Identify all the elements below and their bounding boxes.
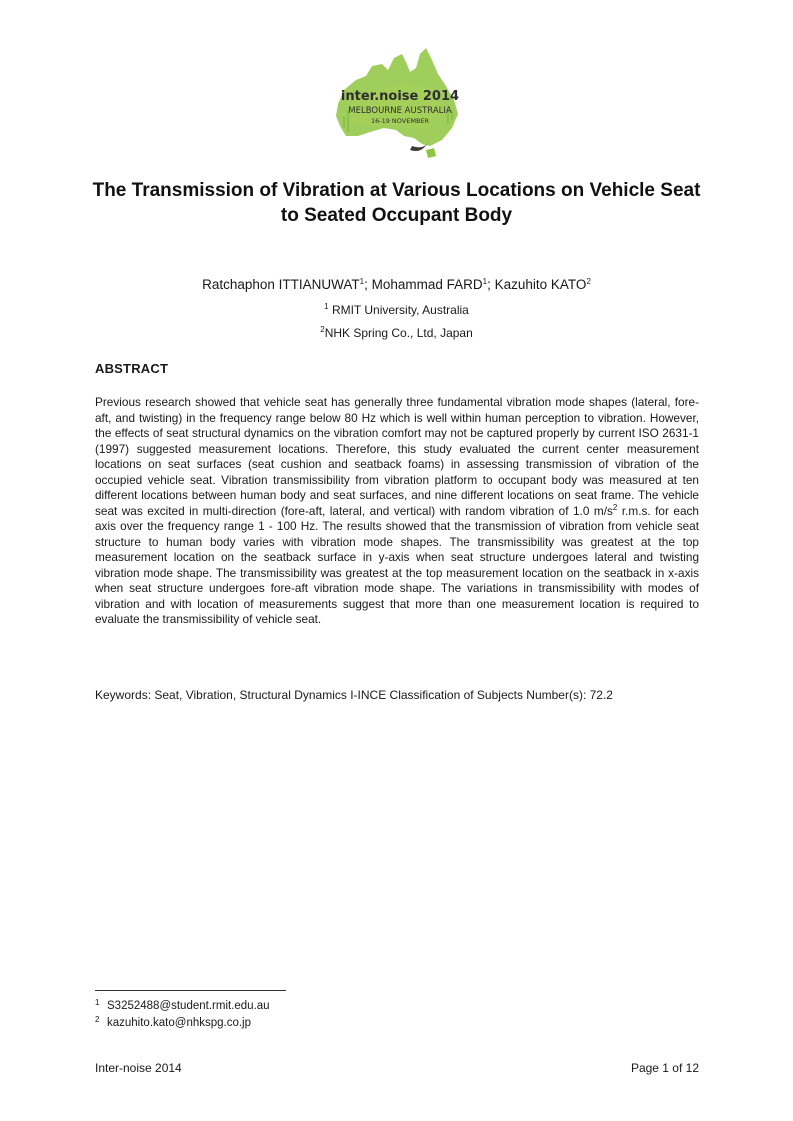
- footnote-mark: 1: [95, 998, 100, 1007]
- footnote-email[interactable]: S3252488@student.rmit.edu.au: [107, 1000, 270, 1012]
- logo-line3: 16-19 NOVEMBER: [370, 117, 430, 125]
- footnote-divider: [95, 990, 286, 991]
- footnote-2: [95, 1012, 251, 1031]
- author-name: Mohammad FARD: [371, 277, 483, 292]
- author-sep: ;: [364, 277, 372, 292]
- author-name: Kazuhito KATO: [494, 277, 587, 292]
- affiliation-text: RMIT University, Australia: [331, 303, 469, 317]
- affiliation-text: NHK Spring Co., Ltd, Japan: [324, 326, 473, 340]
- abstract-heading: ABSTRACT: [95, 361, 169, 376]
- conference-logo: [330, 46, 462, 164]
- logo-line1: inter.noise 2014: [340, 89, 460, 104]
- author-mark: 2: [586, 277, 591, 286]
- author-sep: ;: [487, 277, 495, 292]
- affiliation-mark: 2: [320, 325, 325, 334]
- australia-map-icon: [330, 46, 462, 164]
- footnote-email[interactable]: kazuhito.kato@nhkspg.co.jp: [107, 1017, 252, 1029]
- author-list: [60, 276, 733, 294]
- footnote-mark: 2: [95, 1015, 100, 1024]
- affiliation-2: [60, 325, 733, 341]
- footer-page-number: Page 1 of 12: [630, 1061, 699, 1075]
- affiliation-mark: 1: [324, 302, 329, 311]
- abstract-body: [95, 395, 699, 628]
- title-line-1: The Transmission of Vibration at Various Locations on Vehicle Seat: [92, 180, 701, 201]
- logo-line2: MELBOURNE AUSTRALIA: [348, 106, 452, 116]
- keywords: Keywords: Seat, Vibration, Structural Dynamics I-INCE Classification of Subjects Number(s): 72.2: [95, 688, 613, 702]
- footer-conference: Inter-noise 2014: [95, 1061, 182, 1075]
- affiliation-1: [60, 302, 733, 318]
- author-mark: 1: [359, 277, 365, 286]
- abstract-text-part2: r.m.s. for each axis over the frequency range 1 - 100 Hz. The results showed that the transmission of vibration from vehicle seat structure to human body varies with vibration mode shapes. The transmissibility was greatest at the top measurement location on the seatback surface in y-axis when seat structure undergoes lateral and twisting vibration mode shape. The transmissibility was greatest at the top measurement location on the seatback in x-axis when seat structure undergoes fore-aft vibration mode shape. The variations in transmissibility with modes of vibration and with location of measurements suggest that more than one measurement location is required to evaluate the transmissibility of vehicle seat.: [95, 503, 699, 626]
- author-name: Ratchaphon ITTIANUWAT: [202, 277, 360, 292]
- abstract-superscript: 2: [612, 502, 618, 512]
- abstract-text-part1: Previous research showed that vehicle seat has generally three fundamental vibration mode shapes (lateral, fore-aft, and twisting) in the frequency range below 80 Hz which is well within human perception to vibration. However, the effects of seat structural dynamics on the vibration comfort may not be captured properly by current ISO 2631-1 (1997) suggested measurement locations. Therefore, this study evaluated the current center measurement locations on seat surfaces (seat cushion and seatback foams) in assessing transmission of vibration of the occupied vehicle seat. Vibration transmissibility from vibration platform to occupant body was measured at ten different locations between human body and seat surfaces, and nine different locations on seat frame. The vehicle seat was excited in multi-direction (fore-aft, lateral, and vertical) with random vibration of 1.0 m/s: [95, 395, 699, 518]
- author-mark: 1: [482, 277, 488, 286]
- title-line-2: to Seated Occupant Body: [280, 205, 513, 226]
- paper-title: [60, 178, 733, 228]
